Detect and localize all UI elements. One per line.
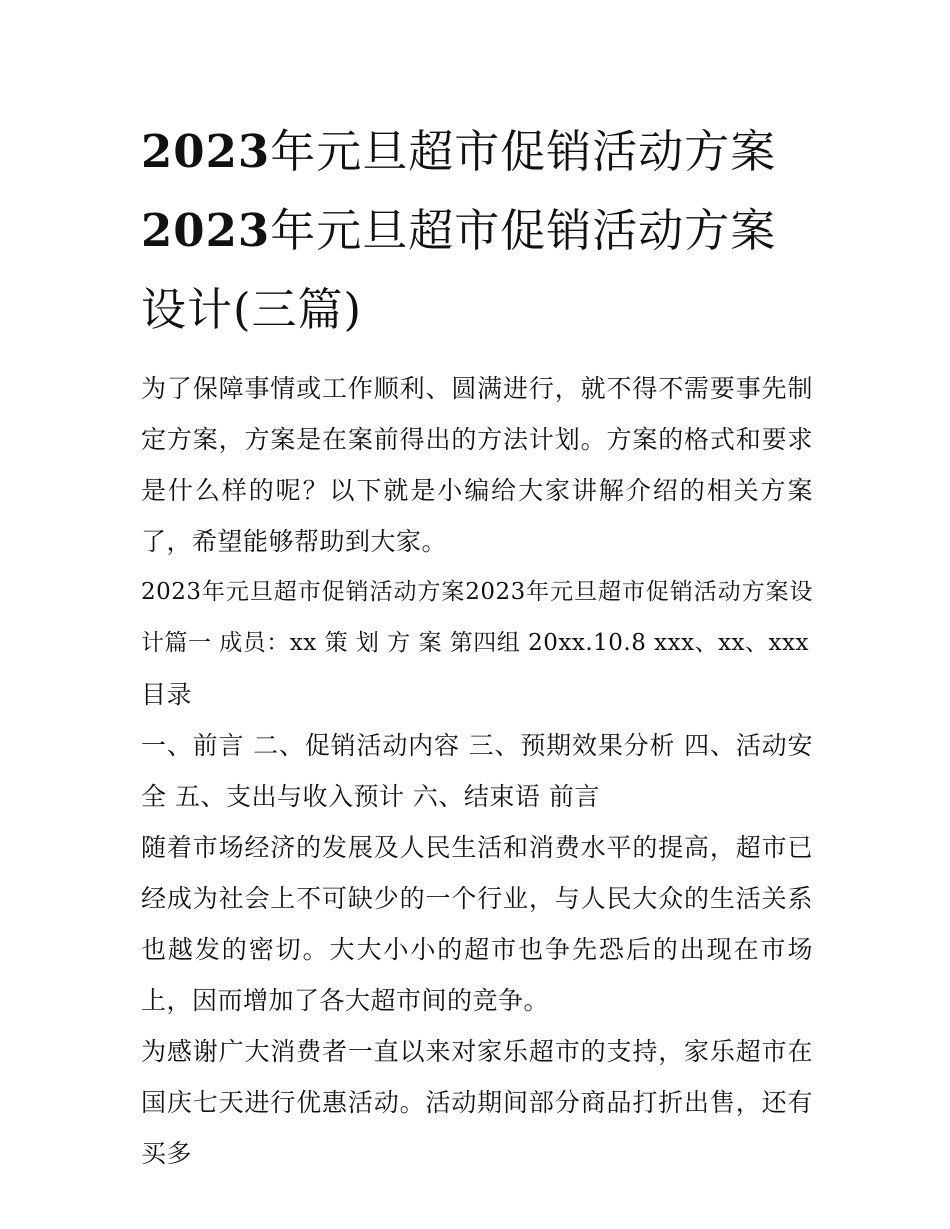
toc-heading: 目录 xyxy=(141,680,193,709)
foreword-paragraph: 随着市场经济的发展及人民生活和消费水平的提高，超市已经成为社会上不可缺少的一个行业，与人民大众的生活关系也越发的密切。大大小小的超市也争先恐后的出现在市场上，因而增加了各大超市间的竞争。 xyxy=(141,833,813,1015)
document-title xyxy=(141,112,813,349)
toc-items-paragraph: 一、前言 二、促销活动内容 三、预期效果分析 四、活动安全 五、支出与收入预计 六、结束语 前言 xyxy=(141,731,813,811)
title-line-3: 设计(三篇) xyxy=(141,283,363,336)
title-line-2: 2023年元旦超市促销活动方案 xyxy=(141,204,777,257)
title-line-1: 2023年元旦超市促销活动方案 xyxy=(141,125,777,178)
document-content xyxy=(141,112,813,1179)
document-body xyxy=(141,363,813,1179)
intro-paragraph: 为了保障事情或工作顺利、圆满进行，就不得不需要事先制定方案，方案是在案前得出的方法计划。方案的格式和要求是什么样的呢？以下就是小编给大家讲解介绍的相关方案了，希望能够帮助到大家。 xyxy=(141,374,813,556)
activity-paragraph: 为感谢广大消费者一直以来对家乐超市的支持，家乐超市在国庆七天进行优惠活动。活动期间部分商品打折出售，还有买多 xyxy=(141,1037,813,1168)
plan-header-paragraph: 2023年元旦超市促销活动方案2023年元旦超市促销活动方案设计篇一 成员：xx 策 划 方 案 第四组 20xx.10.8 xxx、xx、xxx xyxy=(141,579,813,656)
